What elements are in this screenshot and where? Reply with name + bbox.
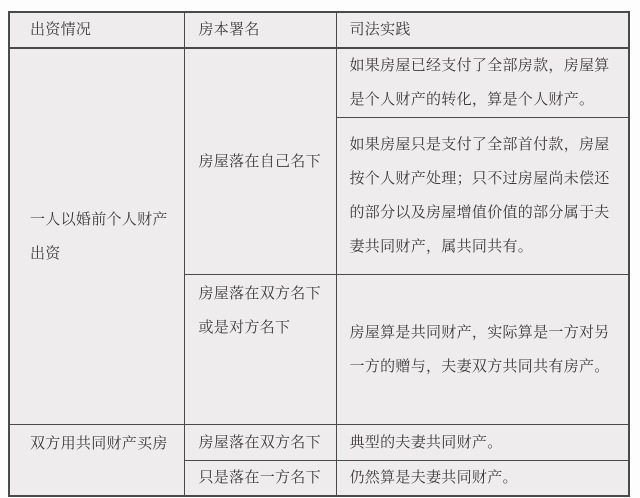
cell-deed-one-name: 只是落在一方名下: [184, 461, 336, 497]
cell-funding-premarital-personal: 一人以婚前个人财产出资: [9, 48, 184, 425]
header-row: [9, 12, 629, 48]
column-header-judicial-practice: 司法实践: [336, 12, 629, 48]
table-row: [9, 48, 629, 118]
cell-practice-typical-joint: 典型的夫妻共同财产。: [336, 425, 629, 461]
property-ownership-table: [8, 11, 630, 497]
cell-practice-gift-joint-ownership: 房屋算是共同财产，实际算是一方对另一方的赠与，夫妻双方共同共有房产。: [336, 275, 629, 425]
column-header-deed-name: 房本署名: [184, 12, 336, 48]
cell-practice-still-joint: 仍然算是夫妻共同财产。: [336, 461, 629, 497]
cell-deed-both-names: 房屋落在双方名下: [184, 425, 336, 461]
cell-practice-full-payment: 如果房屋已经支付了全部房款，房屋算是个人财产的转化，算是个人财产。: [336, 48, 629, 118]
column-header-funding: 出资情况: [9, 12, 184, 48]
cell-deed-both-or-other-name: 房屋落在双方名下或是对方名下: [184, 275, 336, 425]
cell-deed-own-name: 房屋落在自己名下: [184, 48, 336, 275]
cell-practice-down-payment: 如果房屋只是支付了全部首付款，房屋按个人财产处理；只不过房屋尚未偿还的部分以及房屋增值价值的部分属于夫妻共同财产，属共同共有。: [336, 118, 629, 275]
table-row: [9, 425, 629, 461]
cell-funding-joint-property: 双方用共同财产买房: [9, 425, 184, 497]
